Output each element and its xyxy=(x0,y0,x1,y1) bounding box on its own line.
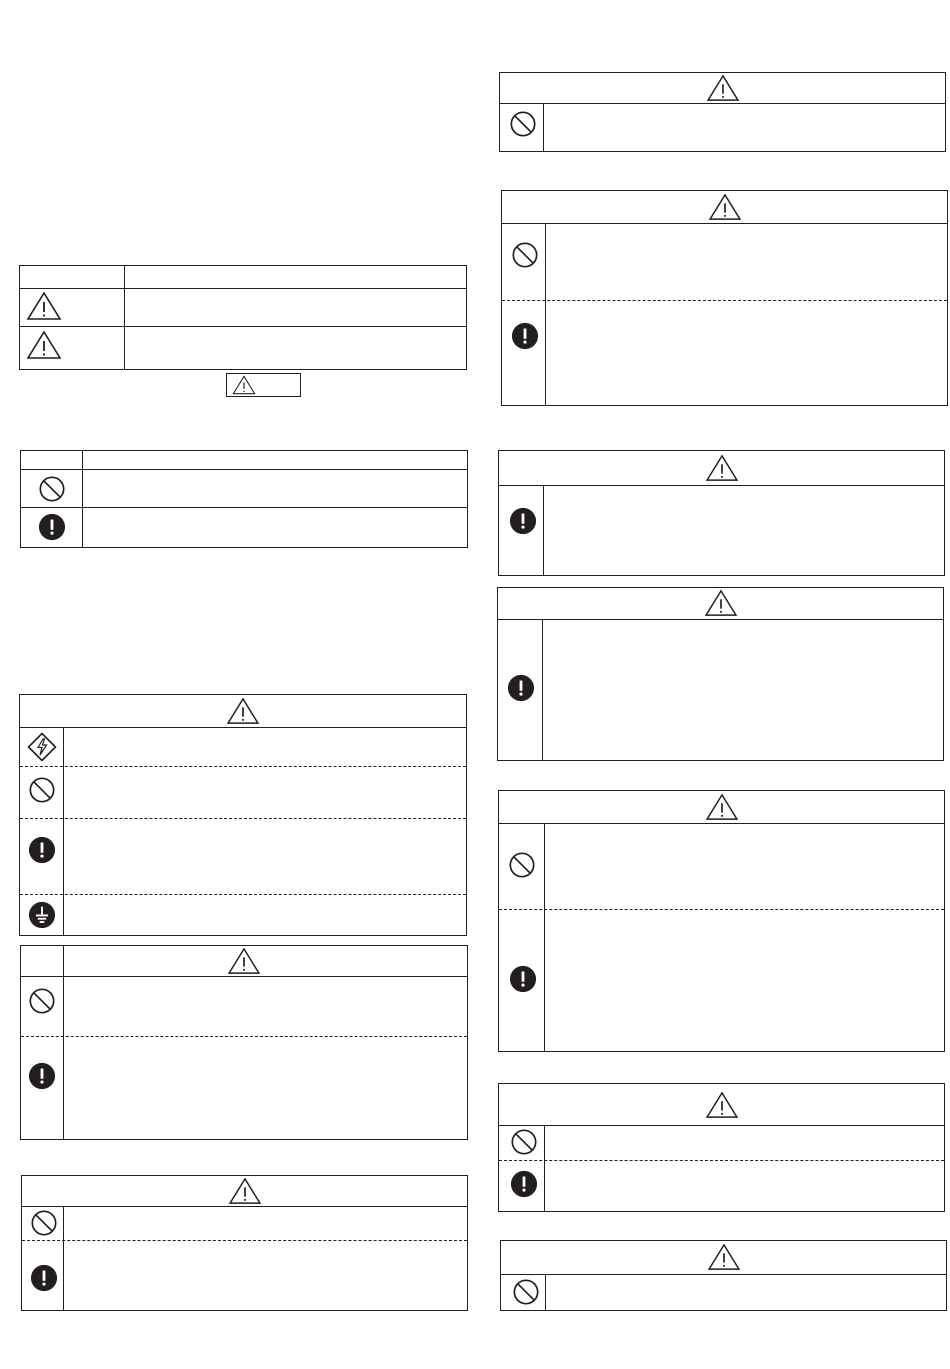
prohibition-icon xyxy=(509,110,537,138)
warning-triangle-icon xyxy=(232,375,256,395)
electric-shock-icon xyxy=(27,732,57,762)
prohibition-icon xyxy=(28,776,56,804)
right-warning-panel-6 xyxy=(498,1083,945,1212)
warning-triangle-icon xyxy=(707,1243,741,1271)
mandatory-action-icon xyxy=(28,1062,56,1090)
mandatory-action-icon xyxy=(509,965,537,993)
warning-triangle-icon xyxy=(705,454,739,482)
right-warning-panel-5 xyxy=(498,790,945,1052)
warning-triangle-icon xyxy=(228,1177,262,1205)
caution-triangle-icon xyxy=(26,329,62,361)
warning-triangle-icon xyxy=(704,589,738,617)
mandatory-action-icon xyxy=(510,1170,538,1198)
warning-triangle-icon xyxy=(227,947,261,975)
warning-panel-2 xyxy=(20,945,468,1140)
prohibition-icon xyxy=(38,475,66,503)
prohibition-icon xyxy=(511,241,539,269)
right-warning-panel-1 xyxy=(499,72,946,152)
right-warning-panel-4 xyxy=(497,587,944,761)
mandatory-action-icon xyxy=(28,836,56,864)
mandatory-action-icon xyxy=(511,322,539,350)
warning-panel-1 xyxy=(19,694,467,936)
right-warning-panel-3 xyxy=(498,450,945,576)
mandatory-action-icon xyxy=(507,674,535,702)
symbol-table xyxy=(20,450,468,548)
prohibition-icon xyxy=(508,851,536,879)
note-label xyxy=(226,373,301,397)
right-warning-panel-7 xyxy=(500,1240,947,1311)
prohibition-icon xyxy=(512,1278,540,1306)
prohibition-icon xyxy=(28,987,56,1015)
signal-word-table xyxy=(19,265,467,370)
ground-icon xyxy=(28,901,56,929)
warning-triangle-icon xyxy=(706,74,740,102)
warning-triangle-icon xyxy=(705,1091,739,1119)
prohibition-icon xyxy=(510,1128,538,1156)
mandatory-action-icon xyxy=(509,507,537,535)
warning-triangle-icon xyxy=(708,193,742,221)
warning-panel-3 xyxy=(21,1175,468,1311)
warning-triangle-icon xyxy=(705,793,739,821)
warning-triangle-icon xyxy=(226,697,260,725)
warning-triangle-icon xyxy=(26,290,62,322)
mandatory-action-icon xyxy=(38,513,66,541)
mandatory-action-icon xyxy=(30,1264,58,1292)
prohibition-icon xyxy=(30,1209,58,1237)
right-warning-panel-2 xyxy=(501,190,948,406)
